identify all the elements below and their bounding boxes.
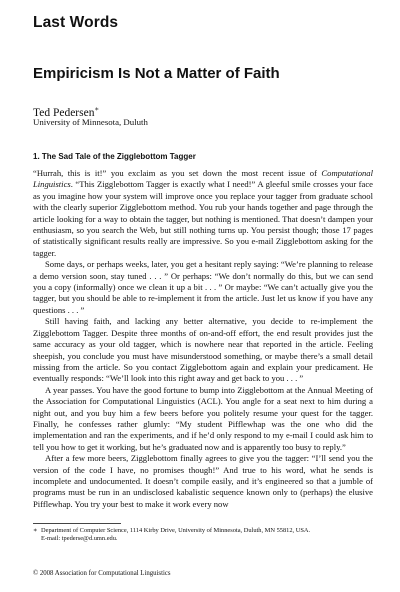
author-name: Ted Pedersen: [33, 106, 95, 119]
paragraph-1-before: “Hurrah, this is it!” you exclaim as you set down the most recent issue of: [33, 168, 322, 178]
paragraph-1: [33, 168, 373, 259]
footnote-email: E-mail: tpederse@d.umn.edu.: [41, 535, 118, 542]
author-footnote-mark: ∗: [94, 105, 100, 113]
copyright-notice: © 2008 Association for Computational Linguistics: [33, 570, 171, 577]
footnote-line-1: [33, 527, 373, 535]
author-affiliation: University of Minnesota, Duluth: [33, 117, 148, 127]
footnote-address: Department of Computer Science, 1114 Kirby Drive, University of Minnesota, Duluth, MN 55812, USA.: [41, 527, 311, 534]
section-heading: 1. The Sad Tale of the Zigglebottom Tagger: [33, 152, 196, 161]
footnote-mark: ∗: [33, 527, 38, 534]
paragraph-2: Some days, or perhaps weeks, later, you get a hesitant reply saying: “We’re planning to release a demo version soon, stay tuned . . . ” Or perhaps: “We don’t normally do this, but we can send you a copy (informally) once we clean it up a bit . . . ” Or maybe: “We can’t actually give you the tagger, but you should be able to re-implement it from the article. Just let us know if you have any questions . . . ”: [33, 259, 373, 315]
section-label: Last Words: [33, 14, 119, 31]
paragraph-1-after: . “This Zigglebottom Tagger is exactly what I need!” A gleeful smile crosses your face as you imagine how your system will improve once you replace your tagger from graduate school with the clearly superior Zigglebottom method. You rub your hands together and page through the article looking for a way to obtain the tagger, but nothing is mentioned. That doesn’t dampen your enthusiasm, so you search the Web, but still nothing turns up. You persist though; those 17 pages of statistically significant results really are impressive. So you e-mail Zigglebottom asking for the tagger.: [33, 179, 373, 258]
article-body: [33, 168, 373, 510]
journal-name: Computational Linguistics: [33, 168, 373, 190]
paragraph-3: Still having faith, and lacking any better alternative, you decide to re-implement the Zigglebottom Tagger. Despite three months of on-and-off effort, the end result provides just the same accuracy as your old tagger, which is nowhere near that reported in the article. Feeling sheepish, you conclude you must have misunderstood something, or maybe there’s a small detail missing from the article. So you contact Zigglebottom again and explain your predicament. He eventually responds: “We’ll look into this right away and get back to you . . . ”: [33, 316, 373, 384]
paragraph-4: A year passes. You have the good fortune to bump into Zigglebottom at the Annual Meeting of the Association for Computational Linguistics (ACL). You angle for a seat next to him during a night out, and you buy him a few beers before you politely resume your quest for the tagger. Finally, he confesses rather glumly: “My student Pifflewhap was the one who did the implementation and ran the experiments, and if he’d only respond to my e-mail I could ask him to tell you how to get it working, but he’s graduated now and is apparently too busy to reply.”: [33, 384, 373, 452]
article-title: Empiricism Is Not a Matter of Faith: [33, 65, 280, 82]
paragraph-5: After a few more beers, Zigglebottom finally agrees to give you the tagger: “I’ll send you the version of the code I have, no promises though!” And true to his word, what he sends is incomplete and undocumented. It doesn’t compile easily, and it’s engineered so that a jumble of programs must be run in an undisclosed kabalistic sequence known only to (perhaps) the elusive Pifflewhap. You try your best to make it work every now: [33, 453, 373, 509]
footnote: [33, 527, 373, 543]
footnote-rule: [33, 523, 121, 524]
